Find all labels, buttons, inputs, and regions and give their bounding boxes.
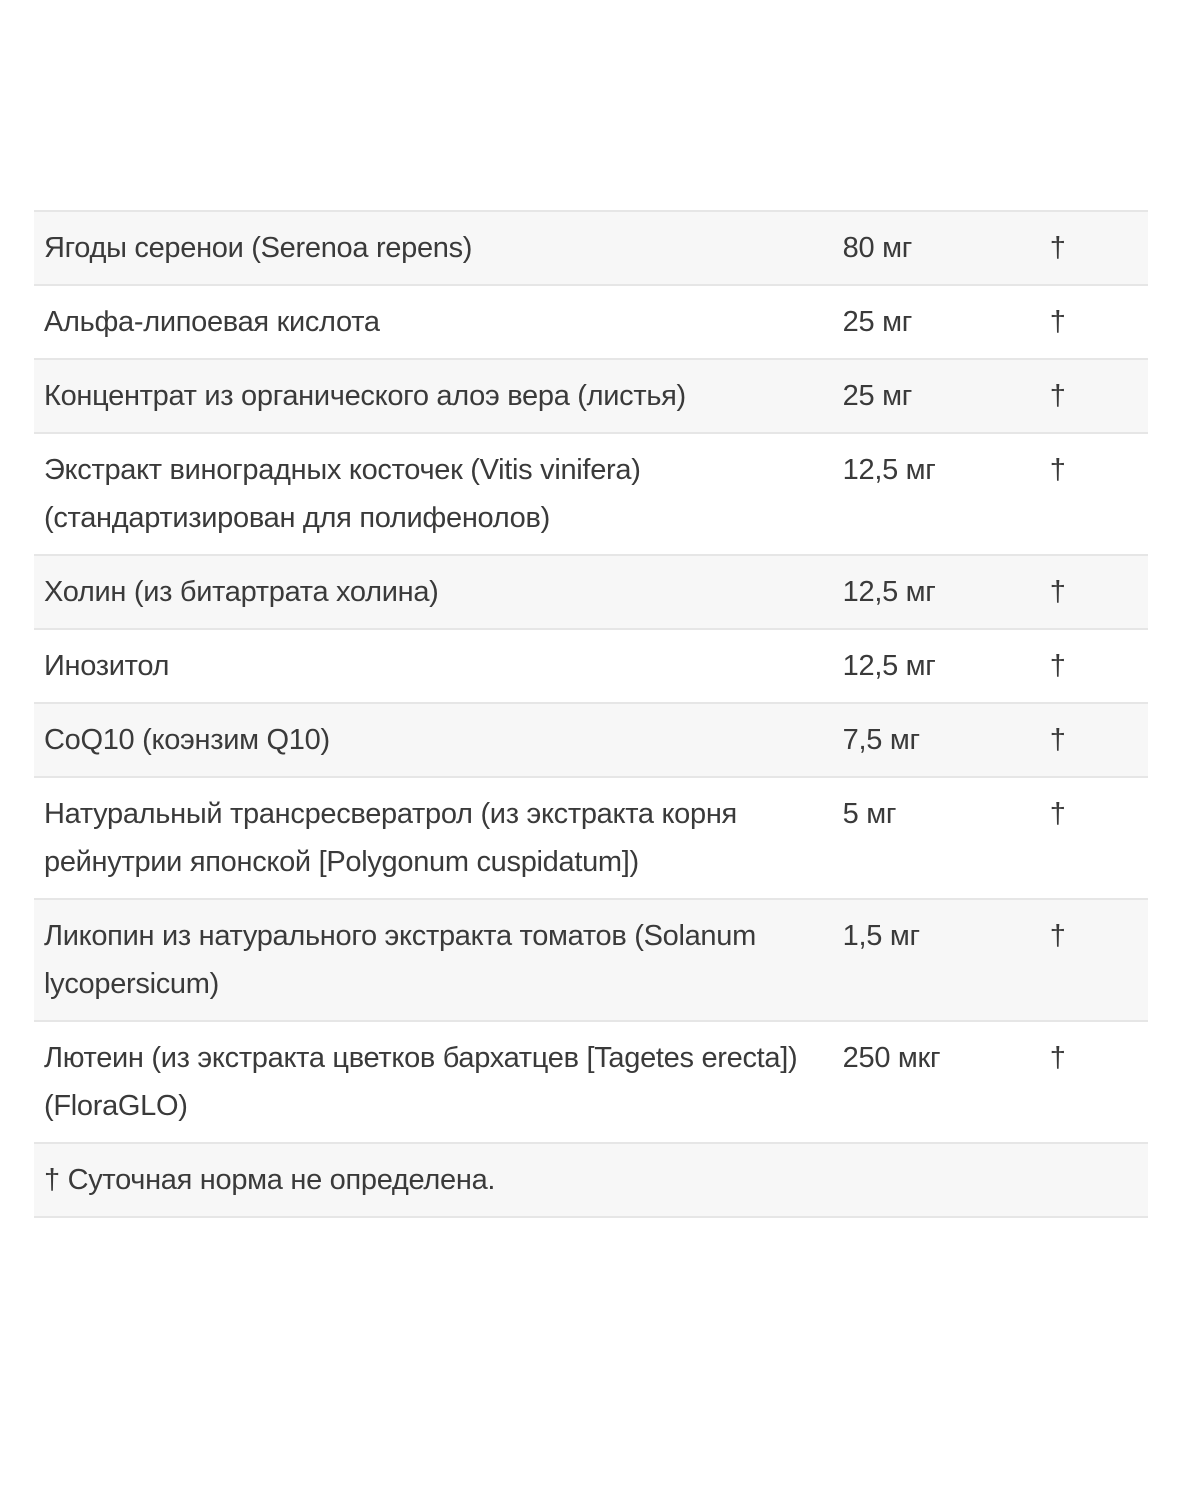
ingredient-name: Холин (из битартрата холина) (44, 576, 439, 608)
daily-value-mark: † (1049, 798, 1066, 830)
daily-value-mark: † (1049, 650, 1066, 682)
daily-value-mark: † (1049, 920, 1066, 952)
table-row (34, 777, 1148, 899)
ingredient-name: Концентрат из органического алоэ вера (листья) (44, 380, 686, 412)
daily-value-mark: † (1049, 576, 1066, 608)
table-row (34, 703, 1148, 777)
daily-value-mark: † (1049, 306, 1066, 338)
daily-value-mark: † (1049, 232, 1066, 264)
ingredient-amount: 1,5 мг (842, 920, 920, 952)
ingredient-amount: 12,5 мг (842, 576, 936, 608)
table-row (34, 1021, 1148, 1143)
ingredient-amount: 5 мг (842, 798, 897, 830)
ingredient-name: Ликопин из натурального экстракта томатов (Solanum lycopersicum) (44, 920, 756, 1000)
footnote-row (34, 1143, 1148, 1217)
daily-value-mark: † (1049, 724, 1066, 756)
supplement-facts-table (34, 210, 1148, 1218)
table-row (34, 359, 1148, 433)
ingredient-name: CoQ10 (коэнзим Q10) (44, 724, 330, 756)
ingredient-name: Инозитол (44, 650, 170, 682)
table-row (34, 899, 1148, 1021)
ingredient-amount: 25 мг (842, 306, 913, 338)
ingredient-amount: 12,5 мг (842, 454, 936, 486)
ingredient-amount: 12,5 мг (842, 650, 936, 682)
ingredient-amount: 250 мкг (842, 1042, 941, 1074)
ingredient-amount: 80 мг (842, 232, 913, 264)
ingredient-name: Ягоды серенои (Serenoa repens) (44, 232, 473, 264)
ingredient-name: Натуральный трансресвератрол (из экстракта корня рейнутрии японской [Polygonum cuspidatum]) (44, 798, 737, 878)
table-row (34, 285, 1148, 359)
daily-value-mark: † (1049, 380, 1066, 412)
ingredient-name: Лютеин (из экстракта цветков бархатцев [Tagetes erecta]) (FloraGLO) (44, 1042, 798, 1122)
daily-value-mark: † (1049, 1042, 1066, 1074)
ingredient-amount: 25 мг (842, 380, 913, 412)
daily-value-mark: † (1049, 454, 1066, 486)
table-row (34, 211, 1148, 285)
ingredient-name: Экстракт виноградных косточек (Vitis vinifera) (стандартизирован для полифенолов) (44, 454, 641, 534)
table-row (34, 629, 1148, 703)
table-row (34, 433, 1148, 555)
ingredient-amount: 7,5 мг (842, 724, 920, 756)
ingredient-name: Альфа-липоевая кислота (44, 306, 380, 338)
table-row (34, 555, 1148, 629)
footnote-text: † Суточная норма не определена. (44, 1164, 496, 1196)
